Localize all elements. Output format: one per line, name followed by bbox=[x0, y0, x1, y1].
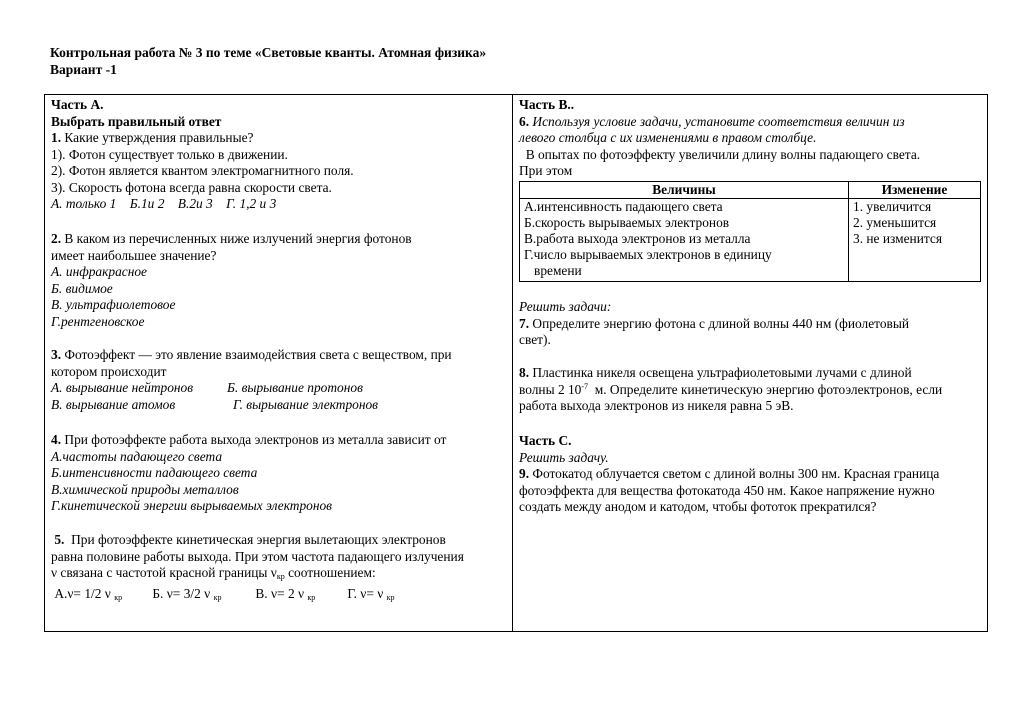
q5-option: Б. ν= 3/2 ν $_{кр}$ bbox=[152, 585, 222, 602]
q3-text-cont: котором происходит bbox=[51, 363, 167, 379]
q8-text-cont: волны 2 10 bbox=[519, 381, 582, 397]
q9-number: 9. bbox=[519, 466, 530, 481]
question-7 bbox=[519, 299, 909, 349]
q5-text: При фотоэффекте кинетическая энергия вылетающих электронов bbox=[71, 532, 446, 547]
q1-statement: 2). Фотон является квантом электромагнитного поля. bbox=[51, 163, 354, 178]
q7-number: 7. bbox=[519, 315, 530, 331]
table-header: Величины bbox=[520, 182, 849, 199]
q2-option: А. инфракрасное bbox=[51, 264, 147, 279]
q4-option: В.химической природы металлов bbox=[51, 481, 239, 497]
q1-statement: 3). Скорость фотона всегда равна скорости света. bbox=[51, 179, 332, 195]
page-header bbox=[50, 44, 950, 78]
q2-option: Б. видимое bbox=[51, 280, 113, 296]
quantity-item: Б.скорость вырываемых электронов bbox=[524, 215, 730, 230]
question-1 bbox=[51, 130, 354, 213]
q2-option: В. ультрафиолетовое bbox=[51, 297, 176, 312]
q8-exponent: -7 bbox=[581, 381, 589, 391]
quantity-item: времени bbox=[534, 263, 582, 278]
q7-text-cont: свет). bbox=[519, 332, 551, 347]
q5-text-cont: соотношением: bbox=[284, 565, 376, 580]
question-5 bbox=[51, 532, 464, 606]
q6-instruction: Используя условие задачи, установите соответствия величин из bbox=[532, 113, 905, 129]
variant-label: Вариант -1 bbox=[50, 62, 117, 77]
q4-option: Б.интенсивности падающего света bbox=[51, 465, 258, 480]
q8-text-cont: работа выхода электронов из никеля равна 5 эВ. bbox=[519, 398, 794, 413]
part-b-title: Часть В.. bbox=[519, 97, 575, 112]
q3-text: Фотоэффект — это явление взаимодействия света с веществом, при bbox=[64, 347, 452, 362]
q8-text-cont: м. Определите кинетическую энергию фотоэлектронов, если bbox=[588, 381, 943, 397]
q1-text: Какие утверждения правильные? bbox=[64, 130, 254, 145]
q7-text: Определите энергию фотона с длиной волны 440 нм (фиолетовый bbox=[532, 315, 910, 331]
page-title: Контрольная работа № 3 по теме «Световые кванты. Атомная физика» bbox=[50, 45, 487, 60]
q6-condition: В опытах по фотоэффекту увеличили длину волны падающего света. bbox=[525, 146, 921, 162]
q3-option: В. вырывание атомов bbox=[51, 396, 176, 412]
q2-text-cont: имеет наибольшее значение? bbox=[51, 247, 217, 263]
q4-option: Г.кинетической энергии вырываемых электронов bbox=[51, 498, 332, 513]
quantity-item: А.интенсивность падающего света bbox=[524, 199, 723, 214]
quantity-item: В.работа выхода электронов из металла bbox=[524, 231, 751, 246]
table-header: Изменение bbox=[849, 182, 981, 199]
q6-instruction-cont: левого столбца с их изменениями в правом столбце. bbox=[519, 130, 817, 145]
question-3 bbox=[51, 347, 452, 413]
q5-number: 5. bbox=[54, 532, 65, 547]
q9-text-cont: фотоэффекта для вещества фотокатода 450 нм. Какое напряжение нужно bbox=[519, 482, 935, 498]
q2-text: В каком из перечисленных ниже излучений энергия фотонов bbox=[64, 231, 412, 246]
q9-text-cont: создать между анодом и катодом, чтобы фототок прекратился? bbox=[519, 499, 877, 514]
change-item: 3. не изменится bbox=[853, 231, 942, 246]
quantities-cell bbox=[520, 199, 849, 282]
q1-statement: 1). Фотон существует только в движении. bbox=[51, 146, 288, 162]
question-2 bbox=[51, 231, 412, 330]
q4-text: При фотоэффекте работа выхода электронов из металла зависит от bbox=[64, 432, 447, 447]
q3-option: Б. вырывание протонов bbox=[227, 380, 363, 395]
part-a-heading bbox=[51, 97, 221, 130]
q1-number: 1. bbox=[51, 130, 62, 145]
q4-number: 4. bbox=[51, 432, 62, 447]
q3-option: А. вырывание нейтронов bbox=[51, 380, 194, 395]
part-a-column bbox=[45, 95, 513, 631]
change-item: 1. увеличится bbox=[853, 199, 932, 214]
q5-text-cont: равна половине работы выхода. При этом частота падающего излучения bbox=[51, 548, 464, 564]
part-c-title: Часть С. bbox=[519, 433, 572, 448]
q5-option: Г. ν= ν $_{кр}$ bbox=[347, 585, 395, 602]
q2-number: 2. bbox=[51, 231, 62, 246]
question-4 bbox=[51, 432, 446, 515]
q8-number: 8. bbox=[519, 365, 530, 380]
part-a-instruction: Выбрать правильный ответ bbox=[51, 113, 222, 129]
q5-option: А.ν= 1/2 ν $_{кр}$ bbox=[54, 585, 123, 602]
question-8 bbox=[519, 365, 942, 415]
q3-option: Г. вырывание электронов bbox=[233, 396, 378, 412]
question-6 bbox=[519, 97, 920, 180]
q8-text: Пластинка никеля освещена ультрафиолетовыми лучами с длиной bbox=[532, 365, 912, 380]
solve-label: Решить задачи: bbox=[519, 299, 612, 314]
q1-options: А. только 1 Б.1и 2 В.2и 3 Г. 1,2 и 3 bbox=[51, 196, 277, 211]
q5-subscript: кр bbox=[276, 572, 285, 581]
part-a-title: Часть А. bbox=[51, 97, 104, 112]
q2-option: Г.рентгеновское bbox=[51, 313, 145, 329]
q6-number: 6. bbox=[519, 113, 530, 129]
table-row bbox=[520, 199, 981, 282]
q9-text: Фотокатод облучается светом с длиной волны 300 нм. Красная граница bbox=[532, 466, 940, 481]
q5-text-cont: ν связана с частотой красной границы ν bbox=[51, 565, 277, 580]
question-9 bbox=[519, 433, 939, 516]
change-item: 2. уменьшится bbox=[853, 215, 937, 230]
q3-number: 3. bbox=[51, 347, 62, 362]
changes-cell bbox=[849, 199, 981, 282]
solve-task-label: Решить задачу. bbox=[519, 449, 609, 465]
q6-condition-cont: При этом bbox=[519, 163, 573, 178]
matching-table bbox=[519, 181, 981, 282]
q5-option: В. ν= 2 ν $_{кр}$ bbox=[255, 585, 316, 602]
q4-option: А.частоты падающего света bbox=[51, 448, 223, 464]
part-bc-column bbox=[513, 95, 987, 631]
test-frame bbox=[44, 94, 988, 632]
quantity-item: Г.число вырываемых электронов в единицу bbox=[524, 247, 772, 262]
